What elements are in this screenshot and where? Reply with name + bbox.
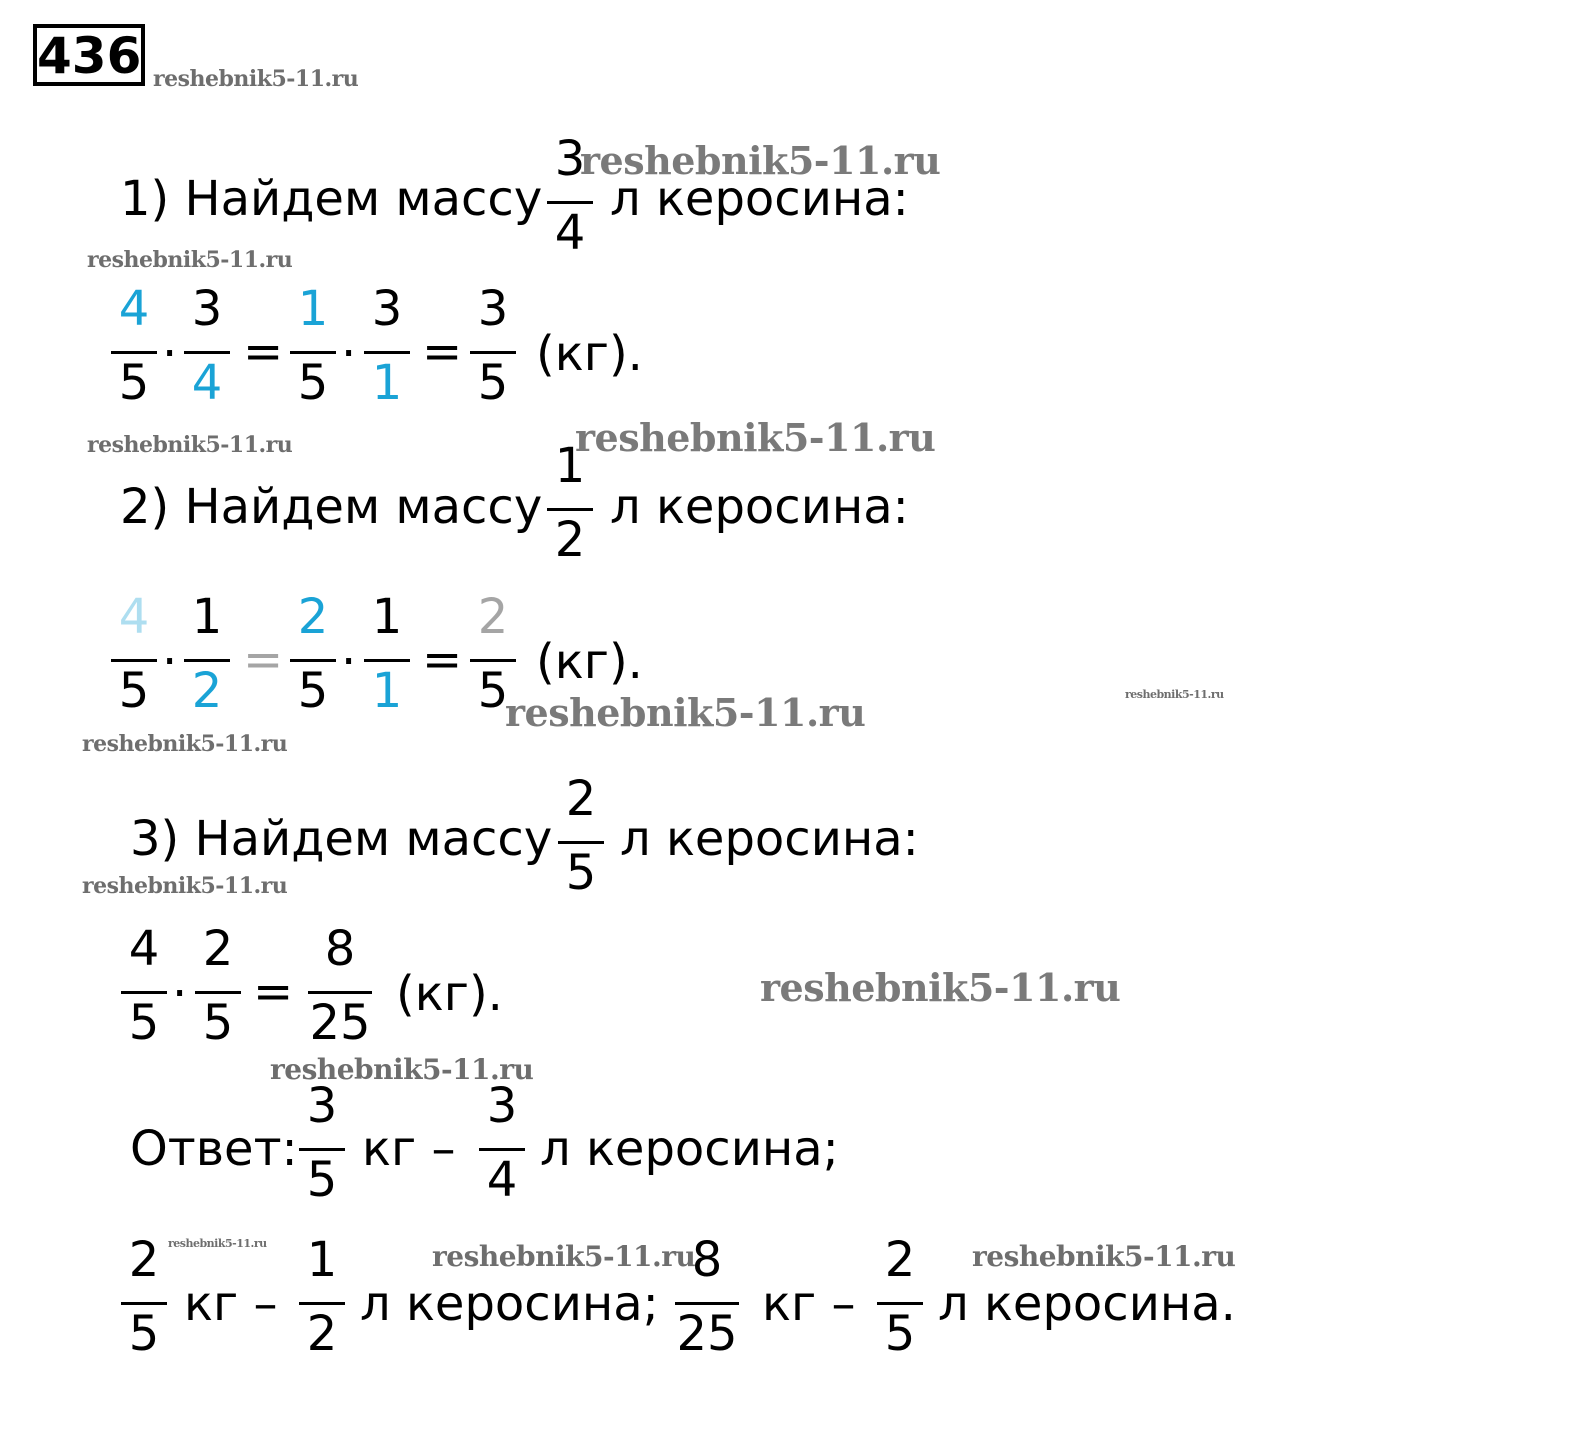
numerator: 2	[477, 589, 509, 645]
numerator: 2	[297, 589, 329, 645]
unit-kg: (кг).	[536, 634, 643, 690]
calc2-frac-d	[357, 589, 417, 723]
equals-sign: =	[422, 324, 463, 380]
numerator: 2	[565, 771, 597, 827]
denominator: 5	[118, 663, 150, 719]
denominator: 4	[554, 205, 586, 261]
times-sign: ·	[162, 326, 178, 382]
calc1-frac-d	[357, 281, 417, 415]
denominator: 5	[884, 1306, 916, 1362]
watermark: reshebnik5-11.ru	[432, 1240, 696, 1273]
step3-heading: 3) Найдем массу	[130, 811, 553, 867]
calc1-frac-c	[283, 281, 343, 415]
step3-suffix: л керосина:	[620, 811, 919, 867]
numerator: 3	[306, 1078, 338, 1134]
equals-sign: =	[253, 964, 294, 1020]
denominator: 4	[191, 355, 223, 411]
step2-suffix: л керосина:	[610, 479, 909, 535]
equals-sign: =	[243, 632, 284, 688]
calc2-frac-a	[104, 589, 164, 723]
times-sign: ·	[162, 634, 178, 690]
denominator: 5	[477, 355, 509, 411]
numerator: 1	[371, 589, 403, 645]
denominator: 5	[202, 995, 234, 1051]
equals-sign: =	[243, 324, 284, 380]
denominator: 5	[118, 355, 150, 411]
denominator: 5	[477, 663, 509, 719]
denominator: 5	[297, 663, 329, 719]
numerator: 8	[324, 921, 356, 977]
denominator: 25	[309, 995, 371, 1051]
denominator: 4	[486, 1152, 518, 1208]
calc3-frac-b	[188, 921, 248, 1055]
step2-fraction	[540, 438, 600, 572]
numerator: 3	[554, 131, 586, 187]
numerator: 3	[191, 281, 223, 337]
unit-kg: (кг).	[396, 966, 503, 1022]
numerator: 2	[202, 921, 234, 977]
denominator: 1	[371, 355, 403, 411]
numerator: 1	[306, 1232, 338, 1288]
answer-text-6: л керосина.	[938, 1276, 1236, 1332]
numerator: 8	[691, 1232, 723, 1288]
numerator: 3	[477, 281, 509, 337]
step1-heading: 1) Найдем массу	[120, 171, 543, 227]
numerator: 1	[554, 438, 586, 494]
answer-frac-4	[292, 1232, 352, 1366]
answer-frac-1	[292, 1078, 352, 1212]
calc3-frac-a	[114, 921, 174, 1055]
watermark: reshebnik5-11.ru	[87, 247, 293, 273]
answer-frac-6	[870, 1232, 930, 1366]
denominator: 5	[128, 995, 160, 1051]
numerator: 1	[191, 589, 223, 645]
watermark: reshebnik5-11.ru	[168, 1237, 267, 1250]
answer-text-1: кг –	[362, 1121, 456, 1177]
watermark: reshebnik5-11.ru	[82, 731, 288, 757]
numerator: 4	[128, 921, 160, 977]
step2-heading: 2) Найдем массу	[120, 479, 543, 535]
times-sign: ·	[341, 634, 357, 690]
watermark: reshebnik5-11.ru	[760, 965, 1121, 1010]
step1-suffix: л керосина:	[610, 171, 909, 227]
numerator: 2	[884, 1232, 916, 1288]
answer-label: Ответ:	[130, 1121, 298, 1177]
answer-frac-5	[672, 1232, 742, 1366]
times-sign: ·	[341, 326, 357, 382]
calc1-frac-b	[177, 281, 237, 415]
answer-text-4: л керосина;	[360, 1276, 659, 1332]
denominator: 2	[554, 512, 586, 568]
watermark: reshebnik5-11.ru	[82, 873, 288, 899]
denominator: 5	[306, 1152, 338, 1208]
answer-frac-3	[114, 1232, 174, 1366]
watermark: reshebnik5-11.ru	[1125, 688, 1224, 701]
answer-text-5: кг –	[762, 1276, 856, 1332]
denominator: 25	[676, 1306, 738, 1362]
watermark: reshebnik5-11.ru	[505, 690, 866, 735]
calc3-frac-c	[305, 921, 375, 1055]
answer-text-2: л керосина;	[540, 1121, 839, 1177]
problem-number: 436	[33, 24, 145, 86]
watermark: reshebnik5-11.ru	[153, 66, 359, 92]
calc2-frac-c	[283, 589, 343, 723]
watermark: reshebnik5-11.ru	[972, 1240, 1236, 1273]
denominator: 2	[191, 663, 223, 719]
numerator: 1	[297, 281, 329, 337]
numerator: 3	[371, 281, 403, 337]
answer-text-3: кг –	[184, 1276, 278, 1332]
numerator: 4	[118, 589, 150, 645]
numerator: 3	[486, 1078, 518, 1134]
watermark: reshebnik5-11.ru	[270, 1053, 534, 1086]
watermark: reshebnik5-11.ru	[87, 432, 293, 458]
times-sign: ·	[172, 966, 188, 1022]
calc1-frac-a	[104, 281, 164, 415]
calc2-frac-b	[177, 589, 237, 723]
denominator: 5	[128, 1306, 160, 1362]
step3-fraction	[551, 771, 611, 905]
watermark: reshebnik5-11.ru	[580, 138, 941, 183]
denominator: 2	[306, 1306, 338, 1362]
answer-frac-2	[472, 1078, 532, 1212]
numerator: 4	[118, 281, 150, 337]
denominator: 1	[371, 663, 403, 719]
equals-sign: =	[422, 632, 463, 688]
numerator: 2	[128, 1232, 160, 1288]
watermark: reshebnik5-11.ru	[575, 415, 936, 460]
unit-kg: (кг).	[536, 326, 643, 382]
denominator: 5	[297, 355, 329, 411]
denominator: 5	[565, 845, 597, 901]
calc1-frac-e	[463, 281, 523, 415]
